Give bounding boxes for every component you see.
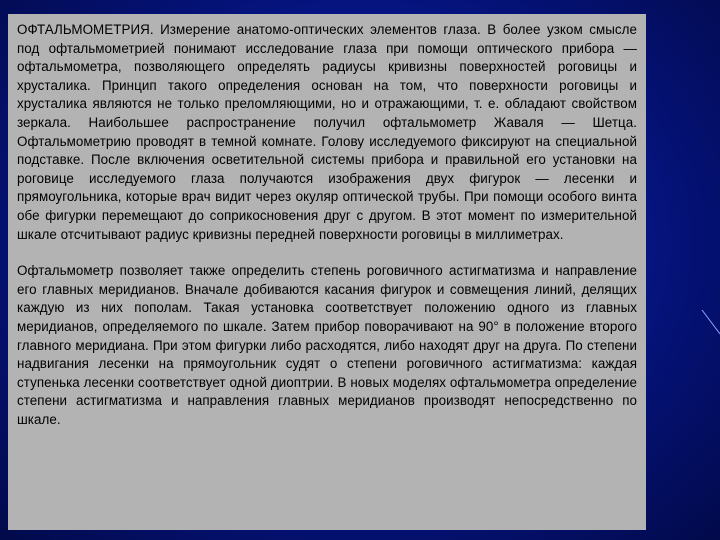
paragraph-astigmatism-measurement: Офтальмометр позволяет также определить степень роговичного астигматизма и направление его главных меридианов. Вначале добиваются касания фигурок и совмещения линий, делящих каждую из них пополам. Такая установка соответствует положению одного из главных меридианов, определяемого по шкале. Затем прибор поворачивают на 90° в положение второго главного меридиана. При этом фигурки либо расходятся, либо находят друг на друга. По степени надвигания лесенки на прямоугольник судят о степени роговичного астигматизма: каждая ступенька лесенки соответствует одной диоптрии. В новых моделях офтальмометра определение степени астигматизма и направления главных меридианов производят непосредственно по шкале. xyxy=(17,263,637,427)
text-panel xyxy=(8,14,646,530)
paragraph-ophthalmometry-definition: ОФТАЛЬМОМЕТРИЯ. Измерение анатомо-оптических элементов глаза. В более узком смысле под офтальмометрией понимают исследование глаза при помощи оптического прибора — офтальмометра, позволяющего определять радиусы кривизны поверхностей роговицы и хрусталика. Принцип такого определения основан на том, что поверхности роговицы и хрусталика являются не только преломляющими, но и отражающими, т. е. обладают свойством зеркала. Наибольшее распространение получил офтальмометр Жаваля — Шетца. Офтальмометрию проводят в темной комнате. Голову исследуемого фиксируют на специальной подставке. После включения осветительной системы прибора и правильной его установки на роговице исследуемого глаза получаются изображения двух фигурок — лесенки и прямоугольника, которые врач видит через окуляр оптической трубы. При помощи особого винта обе фигурки перемещают до соприкосновения друг с другом. В этот момент по измерительной шкале отсчитывают радиус кривизны передней поверхности роговицы в миллиметрах. xyxy=(17,22,637,242)
decorative-diagonal-line xyxy=(700,310,720,340)
